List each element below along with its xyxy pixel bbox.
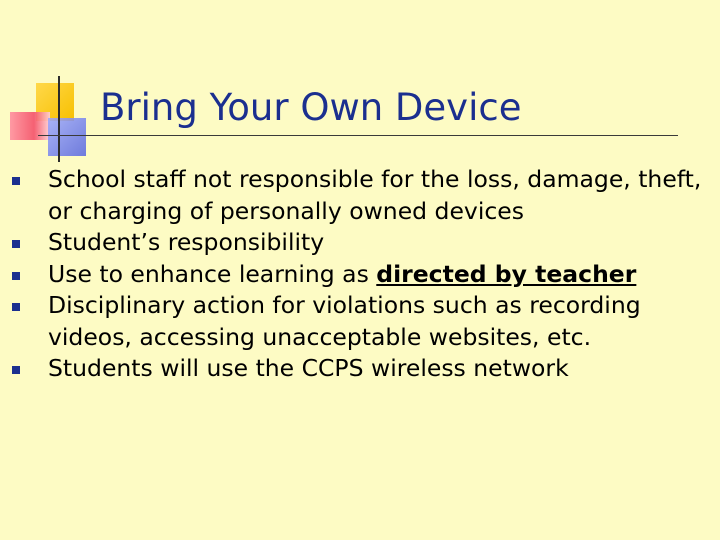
vertical-rule-decoration [58, 76, 60, 162]
slide-title: Bring Your Own Device [100, 86, 522, 129]
bullet-list [12, 164, 712, 385]
bullet-text: Disciplinary action for violations such as recording videos, accessing unacceptable websites, etc. [48, 291, 641, 351]
bullet-text: School staff not responsible for the loss, damage, theft, or charging of personally owned devices [48, 165, 702, 225]
bullet-item [12, 290, 712, 353]
decorative-squares-logo [0, 0, 100, 170]
bullet-item [12, 227, 712, 259]
square-bullet-icon [12, 240, 20, 248]
square-bullet-icon [12, 303, 20, 311]
square-bullet-icon [12, 177, 20, 185]
bullet-item [12, 353, 712, 385]
bullet-text: Students will use the CCPS wireless network [48, 354, 569, 382]
bullet-item [12, 164, 712, 227]
bullet-emphasis-text: directed by teacher [376, 259, 637, 288]
bullet-text: Use to enhance learning as [48, 259, 377, 288]
bullet-text: Student’s responsibility [48, 228, 325, 256]
blue-square-decoration [48, 118, 86, 156]
bullet-item [12, 259, 712, 291]
square-bullet-icon [12, 272, 20, 280]
square-bullet-icon [12, 366, 20, 374]
title-underline-rule [38, 135, 678, 136]
